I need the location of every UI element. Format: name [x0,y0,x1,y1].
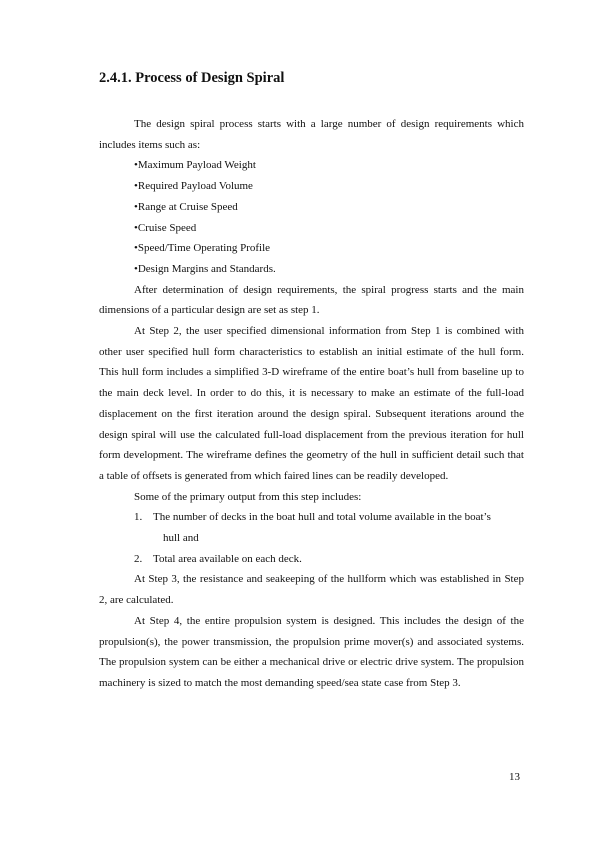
output-intro-paragraph: Some of the primary output from this step includes: [134,490,362,503]
intro-paragraph: The design spiral process starts with a large number of design requirements which includes items such as: [99,118,524,151]
list-item: •Speed/Time Operating Profile [134,242,271,255]
after-list-paragraph: After determination of design requirements, the spiral progress starts and the main dimensions of a particular design are set as step 1. [99,283,524,317]
step2-paragraph: At Step 2, the user specified dimensional information from Step 1 is combined with other user specified hull form characteristics to establish an initial estimate of the hull form. This hull form includes a simplified 3-D wireframe of the entire boat’s hull from baseline up to the main deck level. In order to do this, it is necessary to make an estimate of the full-load displacement on the first iteration around the design spiral. Subsequent iterations around the design spiral will use the calculated full-load displacement from the previous iteration for hull form development. The wireframe defines the geometry of the hull in sufficient detail such that a table of offsets is generated from which faired lines can be readily developed. [99,325,524,482]
list-item: •Design Margins and Standards. [134,262,276,275]
list-item: •Required Payload Volume [134,180,253,193]
list-item: •Range at Cruise Speed [134,200,238,213]
section-heading: 2.4.1. Process of Design Spiral [99,70,285,86]
item-text: Total area available on each deck. [153,552,302,565]
list-item: •Cruise Speed [134,221,197,234]
outputs-list [99,507,524,569]
item-text: The number of decks in the boat hull and total volume available in the boat’s [153,511,491,524]
step3-paragraph: At Step 3, the resistance and seakeeping of the hullform which was established in Step 2, are calculated. [99,573,524,607]
item-number: 1. [134,511,143,524]
numbered-item [99,507,524,548]
body-text [99,114,524,694]
step4-paragraph: At Step 4, the entire propulsion system is designed. This includes the design of the propulsion(s), the power transmission, the propulsion prime mover(s) and associated systems. The propulsion system can be either a mechanical drive or electric drive system. The propulsion machinery is sized to match the most demanding speed/sea state case from Step 3. [99,614,524,689]
list-item: •Maximum Payload Weight [134,159,256,172]
requirements-list [99,155,524,279]
item-text-continuation: hull and [163,532,199,545]
page-number: 13 [509,771,520,783]
numbered-item [99,549,524,570]
item-number: 2. [134,552,143,565]
